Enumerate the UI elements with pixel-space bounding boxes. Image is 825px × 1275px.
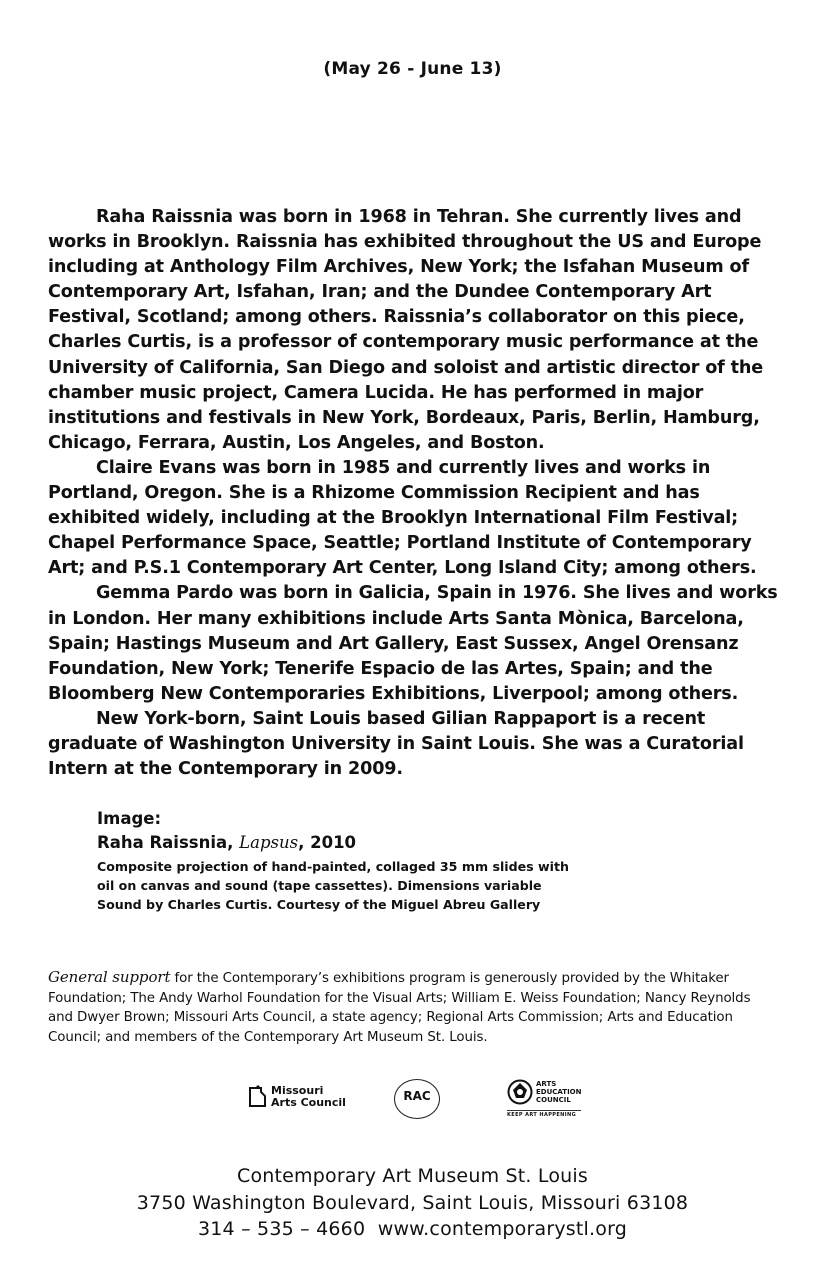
missouri-logo-line: Arts Council bbox=[271, 1096, 346, 1109]
missouri-state-icon bbox=[246, 1084, 268, 1110]
missouri-arts-council-logo bbox=[246, 1084, 346, 1110]
image-artist: Raha Raissnia, bbox=[97, 833, 234, 852]
support-credits bbox=[48, 968, 778, 1047]
bio-rappaport: New York-born, Saint Louis based Gilian Rappaport is a recent graduate of Washington University in Saint Louis. She was a Curatorial Intern at the Contemporary in 2009. bbox=[48, 708, 744, 780]
image-desc-line: Sound by Charles Curtis. Courtesy of the Miguel Abreu Gallery bbox=[97, 897, 541, 912]
arts-education-council-logo bbox=[507, 1079, 582, 1118]
exhibition-dates: (May 26 - June 13) bbox=[323, 59, 502, 79]
street-address: 3750 Washington Boulevard, Saint Louis, Missouri 63108 bbox=[136, 1191, 689, 1214]
support-text: for the Contemporary’s exhibitions program is generously provided by the Whitaker Foundation; The Andy Warhol Foundation for the Visual Arts; William E. Weiss Foundation; Nancy Reynolds and Dwyer Brown; Missouri Arts Council, a state agency; Regional Arts Commission; Arts and Education Council; and members of the Contemporary Art Museum St. Louis. bbox=[48, 971, 751, 1045]
image-year: , 2010 bbox=[298, 833, 357, 852]
image-work-title: Lapsus bbox=[239, 833, 299, 852]
bio-pardo: Gemma Pardo was born in Galicia, Spain in 1976. She lives and works in London. Her many exhibitions include Arts Santa Mònica, Barcelona, Spain; Hastings Museum and Art Gallery, East Sussex, Angel Orensanz Foundation, New York; Tenerife Espacio de las Artes, Spain; and the Bloomberg New Contemporaries Exhibitions, Liverpool; among others. bbox=[48, 583, 778, 704]
museum-name: Contemporary Art Museum St. Louis bbox=[236, 1165, 588, 1187]
arts-council-emblem-icon bbox=[507, 1079, 533, 1105]
image-title bbox=[97, 831, 569, 855]
bio-evans: Claire Evans was born in 1985 and currently lives and works in Portland, Oregon. She is a Rhizome Commission Recipient and has exhibited widely, including at the Brooklyn International Film Festival; Chapel Performance Space, Seattle; Portland Institute of Contemporary Art; and P.S.1 Contemporary Art Center, Long Island City; among others. bbox=[48, 457, 757, 579]
image-credit bbox=[97, 807, 569, 914]
image-desc-line: Composite projection of hand-painted, collaged 35 mm slides with bbox=[97, 859, 569, 874]
aec-logo-line: ARTS bbox=[536, 1080, 557, 1088]
bio-raissnia: Raha Raissnia was born in 1968 in Tehran. She currently lives and works in Brooklyn. Raissnia has exhibited throughout the US and Europe including at Anthology Film Archives, New York; the Isfahan Museum of Contemporary Art, Isfahan, Iran; and the Dundee Contemporary Art Festival, Scotland; among others. Raissnia’s collaborator on this piece, Charles Curtis, is a professor of contemporary music performance at the University of California, San Diego and soloist and artistic director of the chamber music project, Camera Lucida. He has performed in major institutions and festivals in New York, Bordeaux, Paris, Berlin, Hamburg, Chicago, Ferrara, Austin, Los Angeles, and Boston. bbox=[48, 207, 764, 453]
contact-line: 314 – 535 – 4660 www.contemporarystl.org bbox=[197, 1218, 628, 1240]
rac-logo bbox=[392, 1077, 442, 1119]
image-heading: Image: bbox=[97, 809, 162, 828]
sponsor-logos bbox=[0, 1076, 825, 1126]
aec-logo-line: COUNCIL bbox=[536, 1096, 571, 1104]
support-lead: General support bbox=[48, 968, 171, 986]
aec-logo-line: EDUCATION bbox=[536, 1088, 582, 1096]
rac-label: RAC bbox=[403, 1089, 431, 1103]
image-description bbox=[97, 857, 569, 914]
museum-address bbox=[0, 1163, 825, 1243]
artist-bios bbox=[48, 205, 788, 782]
image-desc-line: oil on canvas and sound (tape cassettes). Dimensions variable bbox=[97, 878, 542, 893]
aec-tagline: KEEP ART HAPPENING bbox=[507, 1110, 581, 1118]
missouri-logo-line: Missouri bbox=[271, 1084, 324, 1097]
